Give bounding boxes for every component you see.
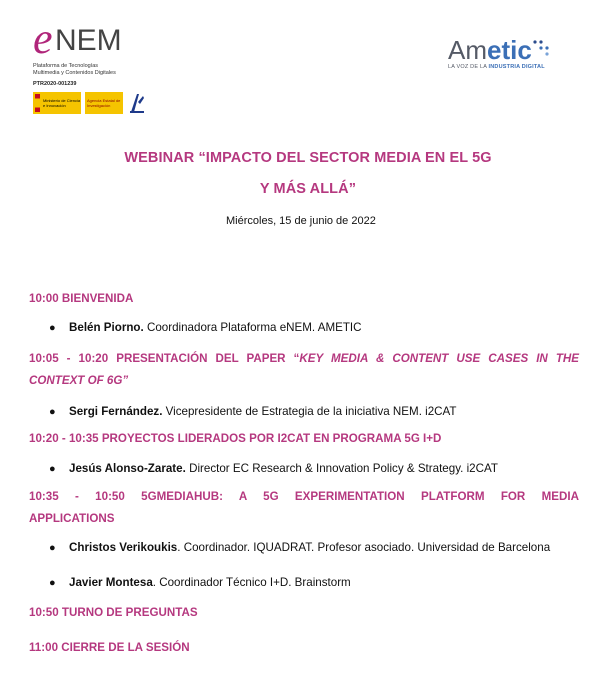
agenda-heading-3: 10:20 - 10:35 PROYECTOS LIDERADOS POR I2CAT EN PROGRAMA 5G I+D	[29, 432, 442, 445]
agenda-heading-2-plain: 10:05 - 10:20 PRESENTACIÓN DEL PAPER “	[29, 352, 300, 365]
agenda-heading-5: 10:50 TURNO DE PREGUNTAS	[29, 606, 198, 619]
bullet-icon: ●	[49, 406, 56, 418]
bullet-icon: ●	[49, 577, 56, 589]
enem-code: PTR2020-001239	[33, 81, 77, 87]
speaker-detail: Director EC Research & Innovation Policy & Strategy. i2CAT	[185, 462, 498, 475]
enem-logo-e: e	[33, 14, 53, 63]
agenda-heading-1: 10:00 BIENVENIDA	[29, 292, 134, 305]
spain-flag-icon	[35, 94, 40, 112]
speaker-detail: Vicepresidente de Estrategia de la iniciativa NEM. i2CAT	[162, 405, 457, 418]
enem-logo	[33, 14, 163, 114]
agency-logo	[85, 92, 123, 114]
enem-subtitle	[33, 63, 163, 77]
speaker-detail: . Coordinador Técnico I+D. Brainstorm	[152, 576, 351, 589]
agenda-heading-4-line-1: 10:35 - 10:50 5GMEDIAHUB: A 5G EXPERIMENTATION PLATFORM FOR MEDIA	[29, 490, 579, 503]
agenda-heading-2-line-2	[29, 369, 579, 392]
agenda-heading-2-close: ”	[122, 374, 129, 387]
ametic-wordmark-am: Am	[448, 35, 487, 65]
ministry-logo	[33, 92, 81, 114]
speaker-name: Belén Piorno.	[69, 321, 144, 334]
bullet-icon: ●	[49, 322, 56, 334]
bullet-icon: ●	[49, 542, 56, 554]
enem-subtitle-line-2: Multimedia y Contenidos Digitales	[33, 70, 116, 76]
speaker-name: Javier Montesa	[69, 576, 153, 589]
ametic-tagline-bold: INDUSTRIA DIGITAL	[488, 64, 545, 70]
ministry-label: Ministerio de Ciencia e Innovación	[42, 98, 81, 108]
agenda-heading-2-italic-2: CONTEXT OF 6G	[29, 374, 123, 387]
event-date: Miércoles, 15 de junio de 2022	[226, 215, 376, 227]
bullet-icon: ●	[49, 463, 56, 475]
ametic-wordmark-etic: etic	[487, 35, 532, 65]
speaker-detail: Coordinadora Plataforma eNEM. AMETIC	[143, 321, 362, 334]
speaker-name: Christos Verikoukis	[69, 541, 178, 554]
speaker-name: Sergi Fernández.	[69, 405, 163, 418]
agenda-heading-4-line-2: APPLICATIONS	[29, 512, 115, 525]
enem-logo-nem: NEM	[55, 24, 122, 57]
government-logos	[33, 92, 163, 114]
agenda-heading-2-line-1	[29, 347, 579, 370]
agency-label: Agencia Estatal de Investigación	[87, 98, 121, 108]
ametic-tagline-plain: LA VOZ DE LA	[448, 64, 489, 70]
agenda-heading-6: 11:00 CIERRE DE LA SESIÓN	[29, 641, 190, 654]
speaker-detail: . Coordinador. IQUADRAT. Profesor asociado. Universidad de Barcelona	[177, 541, 551, 554]
agenda-heading-2-italic-1: KEY MEDIA & CONTENT USE CASES IN THE	[299, 352, 580, 365]
speaker-name: Jesús Alonso-Zarate.	[69, 462, 186, 475]
webinar-title-line-2: Y MÁS ALLÁ”	[259, 181, 357, 197]
enem-wordmark	[33, 14, 163, 63]
recovery-plan-seal-icon	[127, 92, 147, 114]
ametic-logo	[448, 35, 558, 70]
enem-subtitle-line-1: Plataforma de Tecnologías	[33, 63, 99, 69]
ametic-dots-icon	[532, 35, 550, 65]
webinar-title-line-1: WEBINAR “IMPACTO DEL SECTOR MEDIA EN EL 5G	[124, 150, 492, 166]
ametic-wordmark	[448, 35, 558, 65]
